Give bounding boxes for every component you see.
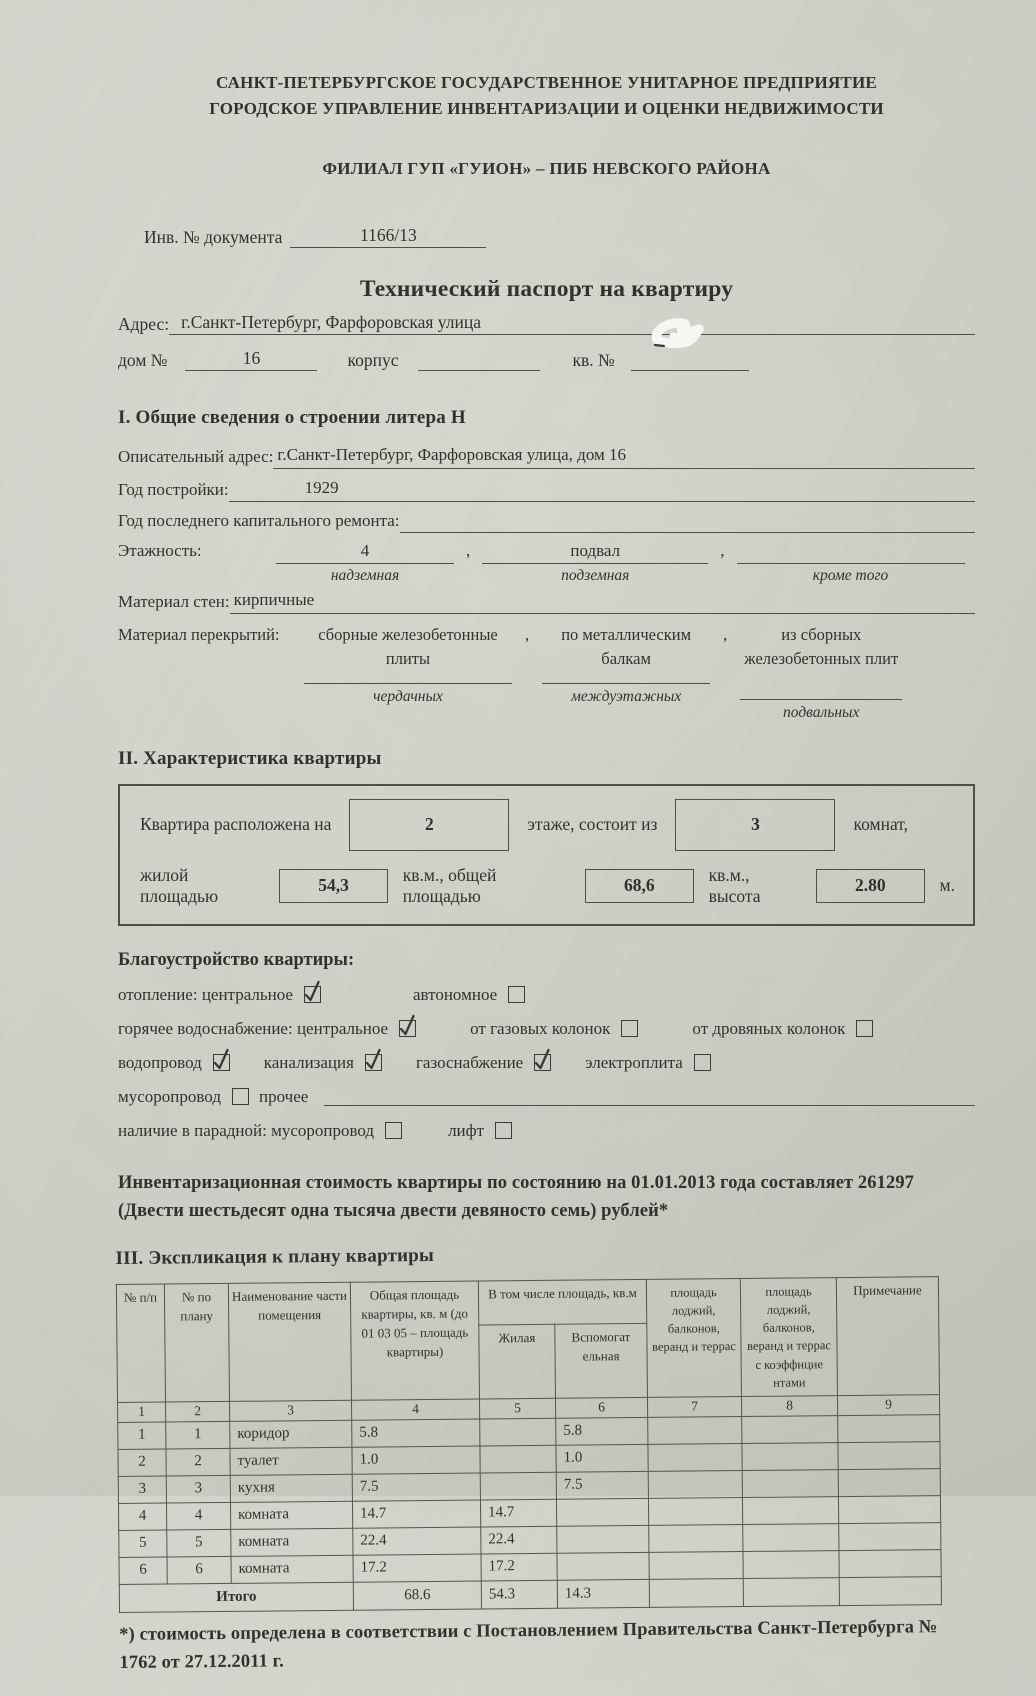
table-cell (839, 1576, 941, 1605)
amenity-item (259, 1087, 308, 1107)
house-number-label: дом № (118, 349, 168, 370)
section3-heading: III. Экспликация к плану квартиры (115, 1244, 435, 1270)
inventory-number-label: Инв. № документа (144, 226, 283, 247)
floors-above-column (276, 539, 454, 585)
table-cell (557, 1525, 649, 1553)
table-cell: 4 (166, 1502, 230, 1530)
year-built-label: Год постройки: (118, 479, 229, 499)
table-cell: 1.0 (556, 1444, 648, 1472)
height-unit: м. (939, 875, 955, 896)
amenity-item (692, 1019, 873, 1039)
slabs-attic-caption: чердачных (373, 687, 443, 705)
comma-separator: , (525, 624, 530, 644)
table-cell: 4 (118, 1503, 166, 1530)
year-built-line (118, 476, 975, 502)
amenity-label: прочее (258, 1086, 309, 1106)
amenities-row (118, 1019, 975, 1039)
last-repair-line (118, 509, 975, 533)
table-cell: комната (231, 1528, 353, 1556)
table-cell (557, 1552, 649, 1580)
floors-above-caption: надземная (330, 566, 400, 584)
living-area-label: жилой площадью (140, 864, 219, 906)
house-line (118, 348, 975, 371)
table-cell (839, 1549, 941, 1577)
table-cell: коридор (230, 1420, 352, 1448)
apartment-area-row (140, 865, 955, 907)
amenity-item (118, 1121, 402, 1141)
amenity-item (448, 1121, 512, 1141)
table-cell: 3 (118, 1476, 166, 1503)
amenity-label: мусоропровод (118, 1086, 221, 1106)
amenities-row (118, 1087, 975, 1107)
inventory-number-line (144, 225, 975, 248)
total-living-value: 54.3 (481, 1580, 557, 1609)
slabs-basement-column (740, 623, 902, 722)
table-header-row (116, 1277, 938, 1329)
blank-line (324, 1087, 975, 1106)
rooms-value-box: 3 (675, 799, 835, 851)
checkbox-empty-icon (856, 1020, 873, 1037)
table-cell (743, 1523, 839, 1551)
floors-above-value: 4 (276, 539, 454, 564)
amenity-label: автономное (412, 984, 498, 1004)
section2-heading: II. Характеристика квартиры (118, 747, 382, 769)
checkbox-checked-icon (534, 1054, 551, 1071)
living-area-box: 54,3 (279, 869, 387, 903)
checkbox-empty-icon (508, 986, 525, 1003)
column-number: 3 (230, 1400, 352, 1421)
amenity-label: водопровод (118, 1052, 202, 1072)
floors-other-column (737, 539, 965, 585)
height-label: кв.м., высота (708, 864, 761, 906)
branch-name: ФИЛИАЛ ГУП «ГУИОН» – ПИБ НЕВСКОГО РАЙОНА (322, 158, 771, 178)
table-cell: 1.0 (352, 1446, 480, 1474)
amenity-label: горячее водоснабжение: центральное (118, 1018, 389, 1038)
table-cell (648, 1470, 742, 1498)
table-cell: 6 (119, 1557, 167, 1584)
descriptive-address-label: Описательный адрес: (118, 446, 274, 466)
amenity-label: лифт (448, 1120, 485, 1140)
table-cell: 17.2 (481, 1553, 557, 1581)
table-cell: 1 (118, 1422, 166, 1449)
apartment-summary-box (118, 784, 975, 926)
located-prefix: Квартира расположена на (140, 814, 332, 835)
document-page (115, 70, 975, 1696)
amenity-item (264, 1053, 382, 1073)
table-cell: 2 (166, 1448, 230, 1476)
amenity-item (470, 1019, 638, 1039)
total-auxiliary-value: 14.3 (557, 1579, 649, 1608)
slabs-attic-value: сборные железобетонные плиты (318, 624, 498, 668)
checkbox-empty-icon (621, 1020, 638, 1037)
table-cell (480, 1418, 556, 1446)
slabs-interfloor-value: по металлическим балкам (561, 624, 692, 668)
explication-section (116, 1240, 977, 1677)
whiteout-scribble-icon (643, 313, 721, 359)
valuation-paragraph: Инвентаризационная стоимость квартиры по состоянию на 01.01.2013 года составляет 261297 (Двести шестьдесят одна тысяча двести девяносто семь) рублей* (118, 1172, 915, 1222)
table-cell (648, 1497, 742, 1525)
table-cell: 14.7 (480, 1499, 556, 1527)
table-cell: 2 (118, 1449, 166, 1476)
last-repair-label: Год последнего капитального ремонта: (118, 510, 400, 530)
table-cell (648, 1443, 742, 1471)
amenity-label: электроплита (585, 1052, 683, 1072)
checkbox-empty-icon (694, 1054, 711, 1071)
slabs-attic-column (304, 623, 512, 722)
table-cell: комната (231, 1555, 353, 1583)
column-number: 1 (118, 1402, 166, 1422)
amenities-row (118, 1121, 975, 1141)
header-num: № п/п (116, 1284, 165, 1402)
section1-heading: I. Общие сведения о строении литера Н (118, 406, 466, 428)
header-balcony-area-coeff: площадь лоджий, балконов, веранд и террас с коэффицие нтами (740, 1278, 837, 1397)
address-value: г.Санкт-Петербург, Фарфоровская улица (169, 312, 975, 335)
walls-value: кирпичные (230, 588, 975, 614)
amenities-list (118, 985, 975, 1141)
walls-line (118, 588, 975, 614)
checkbox-checked-icon (365, 1054, 382, 1071)
walls-label: Материал стен: (118, 591, 230, 611)
apartment-number-slot (631, 349, 749, 371)
floors-label: Этажность: (118, 540, 202, 560)
table-cell: 5.8 (352, 1419, 480, 1447)
header-note: Примечание (836, 1277, 939, 1396)
header-room-name: Наименование части помещения (228, 1282, 351, 1401)
total-label: Итого (119, 1582, 353, 1612)
organization-name (118, 70, 975, 123)
slabs-attic-line (304, 683, 512, 684)
located-middle: этаже, состоит из (527, 814, 658, 835)
table-cell: 7.5 (352, 1473, 480, 1501)
header-area-group: В том числе площадь, кв.м (478, 1279, 646, 1325)
comma-separator: , (720, 540, 725, 560)
height-box: 2.80 (816, 869, 924, 903)
checkbox-empty-icon (232, 1088, 249, 1105)
amenities-row (118, 985, 975, 1005)
table-cell (838, 1441, 940, 1469)
floors-other-caption: кроме того (812, 566, 889, 584)
footnote: *) стоимость определена в соответствии с Постановлением Правительства Санкт-Петербурга № 1762 от 27.12.2011 г. (119, 1616, 938, 1673)
table-cell: 22.4 (353, 1527, 481, 1555)
table-cell: 5.8 (556, 1417, 648, 1445)
column-number: 9 (837, 1394, 939, 1415)
amenity-item (118, 985, 321, 1005)
total-area-label: кв.м., общей площадью (402, 864, 497, 906)
checkbox-empty-icon (495, 1122, 512, 1139)
header-living: Жилая (479, 1324, 556, 1398)
address-label: Адрес: (118, 313, 170, 334)
table-cell (838, 1414, 940, 1442)
table-cell (742, 1415, 838, 1443)
slabs-basement-line (740, 699, 902, 700)
header-balcony-area: площадь лоджий, балконов, веранд и террас (646, 1279, 741, 1398)
building-value (418, 349, 540, 371)
table-cell: комната (230, 1501, 352, 1529)
comma-separator: , (466, 540, 471, 560)
column-number: 4 (351, 1399, 479, 1420)
apartment-label: кв. № (572, 349, 615, 370)
total-area-value: 68.6 (353, 1581, 481, 1610)
amenities-heading: Благоустройство квартиры: (118, 949, 355, 970)
house-number-value: 16 (185, 348, 317, 371)
table-cell: 7.5 (556, 1471, 648, 1499)
table-cell (649, 1524, 743, 1552)
inventory-number-value: 1166/13 (290, 225, 486, 248)
amenity-item (118, 1053, 230, 1073)
comma-separator: , (723, 624, 728, 644)
slabs-interfloor-caption: междуэтажных (570, 687, 682, 705)
column-number: 8 (741, 1395, 837, 1416)
amenity-item (585, 1053, 711, 1073)
table-cell: 22.4 (481, 1526, 557, 1554)
slabs-label: Материал перекрытий: (118, 624, 280, 644)
amenity-label: отопление: центральное (118, 984, 293, 1004)
table-cell: 3 (166, 1475, 230, 1503)
slabs-interfloor-column (542, 623, 710, 722)
amenity-item (416, 1053, 551, 1073)
checkbox-checked-icon (213, 1054, 230, 1071)
amenity-item (118, 1087, 249, 1107)
table-cell: 5 (167, 1529, 231, 1557)
table-cell (649, 1551, 743, 1579)
table-cell: 5 (119, 1530, 167, 1557)
table-cell: 6 (167, 1556, 231, 1584)
document-title: Технический паспорт на квартиру (359, 275, 734, 302)
table-cell (838, 1468, 940, 1496)
table-cell (838, 1495, 940, 1523)
descriptive-address-value: г.Санкт-Петербург, Фарфоровская улица, дом 16 (273, 443, 975, 469)
org-line-1: САНКТ-ПЕТЕРБУРГСКОЕ ГОСУДАРСТВЕННОЕ УНИТАРНОЕ ПРЕДПРИЯТИЕ (216, 73, 877, 92)
building-label: корпус (347, 349, 399, 370)
apartment-floor-row (140, 799, 955, 851)
table-cell (743, 1577, 839, 1606)
table-cell (480, 1445, 556, 1473)
floor-value-box: 2 (349, 799, 509, 851)
last-repair-value (400, 511, 976, 533)
amenity-label: наличие в парадной: мусоропровод (118, 1120, 375, 1140)
amenities-row (118, 1053, 975, 1073)
table-cell (648, 1416, 742, 1444)
header-plan-num: № по плану (164, 1283, 229, 1401)
header-total-area: Общая площадь квартиры, кв. м (до 01 03 05 – площадь квартиры) (350, 1281, 479, 1400)
table-cell: 14.7 (352, 1500, 480, 1528)
amenity-item (413, 985, 525, 1005)
header-auxiliary: Вспомогат ельная (555, 1323, 648, 1398)
column-number: 7 (647, 1396, 741, 1417)
table-cell (839, 1522, 941, 1550)
table-cell (742, 1496, 838, 1524)
column-number: 5 (479, 1398, 555, 1419)
table-cell (742, 1469, 838, 1497)
table-cell: туалет (230, 1447, 352, 1475)
checkbox-checked-icon (399, 1020, 416, 1037)
amenity-label: от газовых колонок (470, 1018, 611, 1038)
amenity-label: от дровяных колонок (692, 1018, 846, 1038)
table-cell (743, 1550, 839, 1578)
checkbox-empty-icon (385, 1122, 402, 1139)
floors-below-caption: подземная (561, 566, 630, 584)
checkbox-checked-icon (304, 986, 321, 1003)
slabs-basement-value: из сборных железобетонных плит (744, 624, 899, 668)
table-cell: кухня (230, 1474, 352, 1502)
floors-other-value (737, 539, 965, 564)
table-cell (649, 1578, 743, 1607)
slabs-line (118, 623, 975, 722)
amenity-label: газоснабжение (415, 1052, 524, 1072)
table-cell (742, 1442, 838, 1470)
year-built-value: 1929 (304, 477, 339, 497)
amenity-item (118, 1019, 416, 1039)
column-number: 6 (555, 1397, 647, 1418)
floors-below-column (482, 539, 708, 585)
slabs-interfloor-line (542, 683, 710, 684)
table-cell: 17.2 (353, 1554, 481, 1582)
total-area-box: 68,6 (585, 869, 693, 903)
column-number: 2 (166, 1401, 230, 1422)
located-suffix: комнат, (853, 814, 908, 835)
amenity-label: канализация (263, 1052, 354, 1072)
floors-below-value: подвал (482, 539, 708, 564)
address-line (118, 312, 975, 335)
explication-table (116, 1276, 942, 1613)
table-cell: 1 (166, 1421, 230, 1449)
table-cell (556, 1498, 648, 1526)
floors-line (118, 539, 975, 585)
slabs-basement-caption: подвальных (783, 703, 860, 721)
descriptive-address-line (118, 443, 975, 469)
org-line-2: ГОРОДСКОЕ УПРАВЛЕНИЕ ИНВЕНТАРИЗАЦИИ И ОЦЕНКИ НЕДВИЖИМОСТИ (209, 99, 884, 119)
